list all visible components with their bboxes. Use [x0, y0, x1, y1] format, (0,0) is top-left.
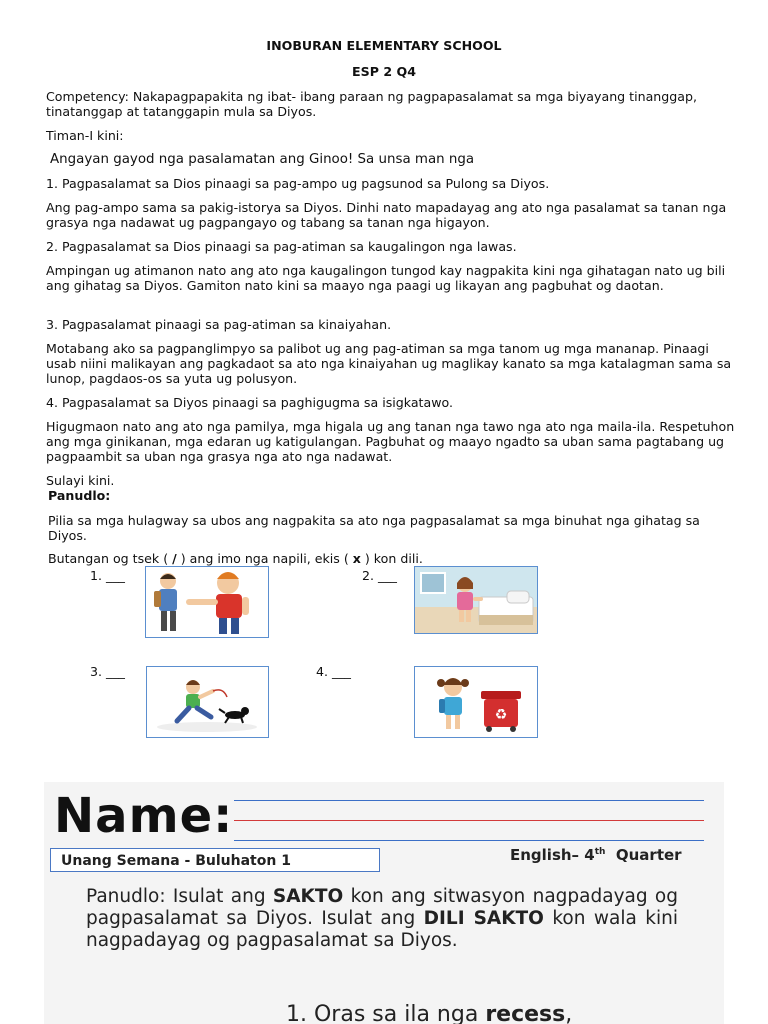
point-3-title: 3. Pagpasalamat pinaagi sa pag-atiman sa kinaiyahan. [46, 317, 392, 332]
instruction-part: kon ang sitwasyon nagpadayag og pagpasalamat sa Diyos. Isulat ang [86, 886, 678, 929]
competency-text: Competency: Nakapagpapakita ng ibat- ibang paraan ng pagpapasalamat sa mga biyayang tinanggap, tinatanggap at tatanggapin mula sa Diyos. [46, 89, 697, 119]
point-4-title: 4. Pagpasalamat sa Diyos pinaagi sa paghigugma sa isigkatawo. [46, 395, 453, 410]
week-label: Unang Semana - Buluhaton 1 [50, 848, 380, 872]
school-name: INOBURAN ELEMENTARY SCHOOL [266, 38, 502, 53]
intro-text: Angayan gayod nga pasalamatan ang Ginoo! Sa unsa man nga [50, 152, 475, 167]
point-4-body: Higugmaon nato ang ato nga pamilya, mga higala ug ang tanan nga tawo nga ato nga maila-ila. Respetuhon ang mga ginikanan, mga edaran ug katigulangan. Pagbuhat og maayo ngadto sa uban sama pagtabang ug pagpaambit sa uban nga grasya nga ato nga nadawat. [46, 419, 735, 464]
item-text: 1. Oras sa ila nga [286, 1002, 486, 1024]
sakto-keyword: SAKTO [272, 886, 344, 907]
instruction-part: ) kon dili. [360, 551, 423, 566]
picture-4-answer-blank[interactable]: 4. ___ [316, 664, 351, 679]
quarter-text: Quarter [605, 846, 682, 864]
bully-boys-icon [146, 567, 268, 637]
picture-3-frame [146, 666, 269, 738]
point-2-title: 2. Pagpasalamat sa Dios pinaagi sa pag-atiman sa kaugalingon nga lawas. [46, 239, 517, 254]
item-keyword: recess [485, 1002, 566, 1024]
picture-2-frame [414, 566, 538, 634]
quarter-superscript: th [594, 847, 606, 857]
check-instruction [48, 551, 423, 566]
dili-sakto-keyword: DILI SAKTO [423, 908, 544, 929]
picture-4-frame [414, 666, 538, 738]
subject-title: ESP 2 Q4 [352, 64, 416, 79]
x-mark-symbol: x [352, 551, 361, 566]
point-2-body: Ampingan ug atimanon nato ang ato nga kaugalingon tungod kay nagpakita kini nga gihatagan nato ug bili ang gihatag sa Diyos. Gamiton nato kini sa maayo nga paagi ug likayan ang pagbuhat og daotan. [46, 263, 726, 293]
picture-3-answer-blank[interactable]: 3. ___ [90, 664, 125, 679]
timan-label: Timan-I kini: [46, 128, 124, 143]
panudlo-label: Panudlo: [48, 488, 111, 503]
point-3-body: Motabang ako sa pagpanglimpyo sa palibot ug ang pag-atiman sa mga tanom ug mga mananap. Pinaagi usab niini malikayan ang pagkadaot sa ato nga kinaiyahan ug maglikay kanato sa mga katalagman sama sa lunop, pagdaos-os sa yuta ug polusyon. [46, 341, 732, 386]
boy-kicking-dog-icon [147, 667, 268, 737]
name-label: Name: [54, 788, 234, 844]
name-line-middle[interactable] [234, 820, 704, 821]
name-line-top [234, 800, 704, 801]
point-1-body: Ang pag-ampo sama sa pakig-istorya sa Diyos. Dinhi nato mapadayag ang ato nga pasalamat sa tanan nga grasya nga nadawat ug pagpangayo og tabang sa tanan nga higayon. [46, 200, 727, 230]
picture-1-frame [145, 566, 269, 638]
girl-making-bed-icon [415, 567, 537, 633]
instruction-part: kon wala kini nagpadayag og pagpasalamat sa Diyos. [86, 908, 679, 951]
sulayi-text: Sulayi kini. [46, 473, 115, 488]
check-mark-symbol: / [172, 551, 177, 566]
item-text: , [565, 1002, 573, 1024]
svg-text:♻: ♻ [494, 707, 508, 723]
instruction-part: Panudlo: Isulat ang [86, 886, 273, 907]
picture-1-answer-blank[interactable]: 1. ___ [90, 568, 125, 583]
point-1-title: 1. Pagpasalamat sa Dios pinaagi sa pag-ampo ug pagsunod sa Pulong sa Diyos. [46, 176, 550, 191]
instruction-part: Butangan og tsek ( [48, 551, 173, 566]
worksheet-panel [44, 782, 724, 1024]
quarter-text: English– 4 [510, 846, 595, 864]
worksheet-instruction [86, 886, 678, 952]
instruction-part: ) ang imo nga napili, ekis ( [176, 551, 353, 566]
worksheet-item-1 [286, 1002, 572, 1024]
name-line-bottom [234, 840, 704, 841]
panudlo-text: Pilia sa mga hulagway sa ubos ang nagpakita sa ato nga pagpasalamat sa mga binuhat nga gihatag sa Diyos. [48, 513, 700, 543]
picture-2-answer-blank[interactable]: 2. ___ [362, 568, 397, 583]
girl-recycling-icon [415, 667, 537, 737]
quarter-label [510, 846, 682, 864]
